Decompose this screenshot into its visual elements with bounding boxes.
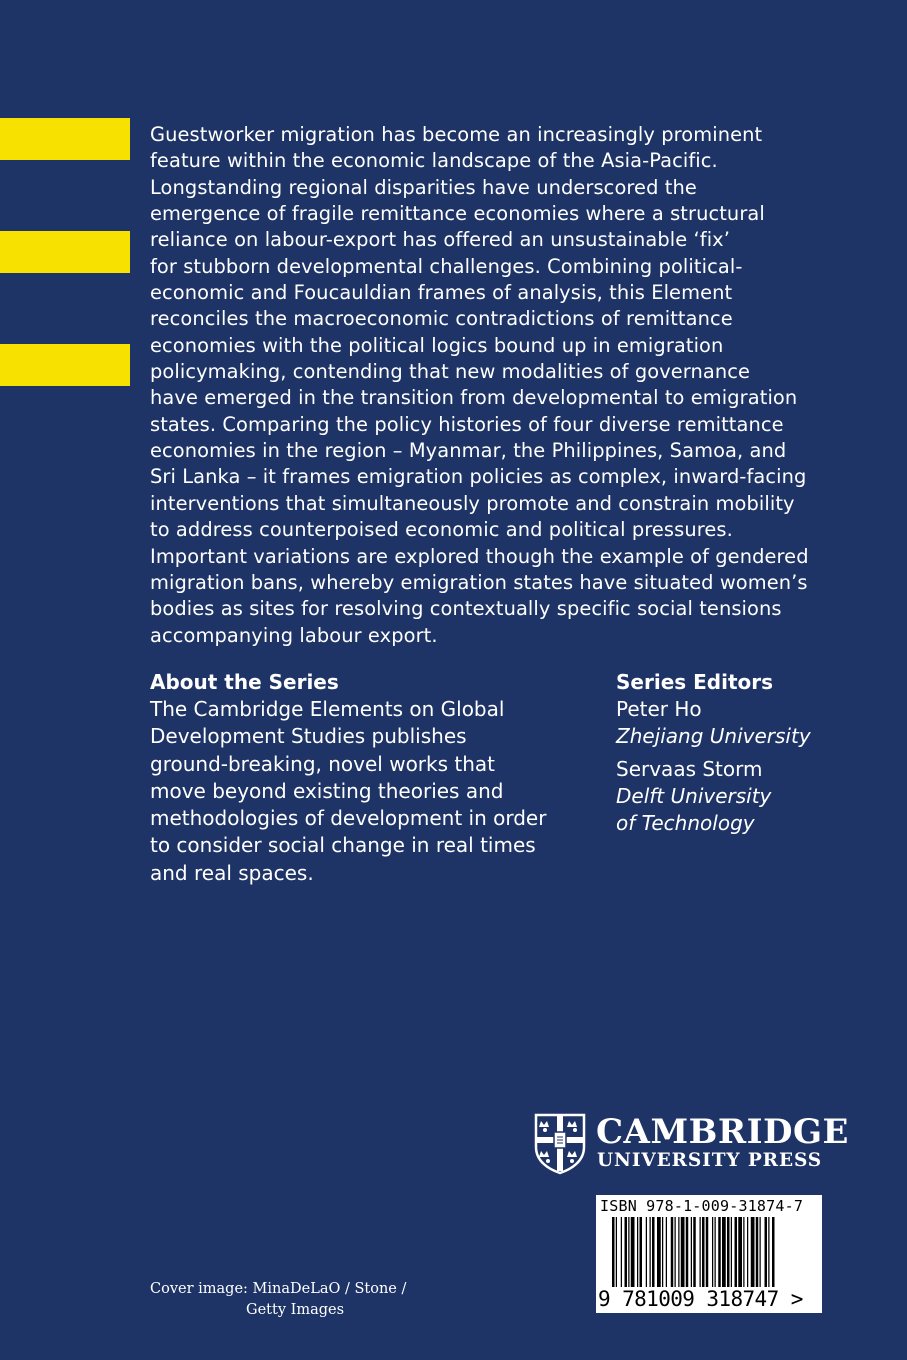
- affiliation-line: of Technology: [616, 811, 755, 835]
- blurb-line: interventions that simultaneously promote and constrain mobility: [150, 491, 795, 515]
- barcode-bar: [650, 1217, 651, 1287]
- editor-name: Peter Ho: [616, 697, 702, 721]
- barcode-bar: [700, 1217, 701, 1287]
- about-heading: About the Series: [150, 670, 339, 694]
- blurb-line: reconciles the macroeconomic contradictions of remittance: [150, 307, 733, 331]
- blurb-line: economic and Foucauldian frames of analysis, this Element: [150, 281, 733, 305]
- barcode-bar: [715, 1217, 716, 1287]
- blurb-line: to address counterpoised economic and political pressures.: [150, 518, 733, 542]
- isbn-label: ISBN 978-1-009-31874-7: [600, 1197, 804, 1215]
- barcode-bar: [718, 1217, 721, 1287]
- about-text: [150, 696, 590, 887]
- blurb-line: Sri Lanka – it frames emigration policies as complex, inward-facing: [150, 465, 807, 489]
- barcode-bar: [628, 1217, 629, 1287]
- barcode-bar: [751, 1217, 755, 1287]
- series-editors: [616, 669, 876, 837]
- editor-entry: [616, 696, 876, 750]
- barcode-bar: [765, 1217, 768, 1287]
- blurb-line: states. Comparing the policy histories of four diverse remittance: [150, 412, 784, 436]
- barcode-bar: [772, 1217, 775, 1287]
- affiliation-line: Delft University: [616, 784, 772, 808]
- yellow-accent-bar-1: [0, 118, 130, 160]
- credit-line: Cover image: MinaDeLaO / Stone /: [150, 1281, 407, 1297]
- barcode-bar: [756, 1217, 759, 1287]
- barcode-bar: [686, 1217, 689, 1287]
- logo-wordmark-cambridge: CAMBRIDGE: [596, 1112, 849, 1152]
- about-line: Development Studies publishes: [150, 724, 467, 749]
- blurb-line: reliance on labour-export has offered an unsustainable ‘fix’: [150, 228, 731, 252]
- barcode-bar: [738, 1217, 742, 1287]
- editor-affiliation: [616, 783, 876, 837]
- barcode-bar: [691, 1217, 692, 1287]
- barcode-bar: [681, 1217, 685, 1287]
- barcode-bar: [712, 1217, 713, 1287]
- barcode-bar: [731, 1217, 732, 1287]
- editor-name: Servaas Storm: [616, 757, 763, 781]
- barcode-bar: [727, 1217, 730, 1287]
- blurb-line: accompanying labour export.: [150, 623, 438, 647]
- barcode-bar: [768, 1217, 769, 1287]
- barcode-bar: [678, 1217, 679, 1287]
- blurb-line: Longstanding regional disparities have underscored the: [150, 175, 697, 199]
- blurb-line: bodies as sites for resolving contextually specific social tensions: [150, 597, 782, 621]
- barcode-bar: [675, 1217, 676, 1287]
- yellow-accent-bar-3: [0, 344, 130, 386]
- barcode-bar: [706, 1217, 709, 1287]
- book-blurb: [150, 122, 840, 649]
- about-line: The Cambridge Elements on Global: [150, 697, 505, 721]
- barcode-bar: [702, 1217, 705, 1287]
- editors-heading: Series Editors: [616, 670, 774, 694]
- yellow-accent-bar-2: [0, 231, 130, 273]
- blurb-line: Important variations are explored though the example of gendered: [150, 544, 809, 568]
- barcode-digits: 9 781009 318747 >: [598, 1287, 803, 1311]
- barcode-bar: [666, 1217, 667, 1287]
- barcode-bar: [612, 1217, 615, 1287]
- blurb-line: economies with the political logics bound up in emigration: [150, 333, 724, 357]
- blurb-line: have emerged in the transition from developmental to emigration: [150, 386, 798, 410]
- logo-wordmark-university-press: UNIVERSITY PRESS: [597, 1150, 823, 1171]
- about-the-series: [150, 669, 590, 887]
- barcode-bar: [621, 1217, 622, 1287]
- blurb-line: economies in the region – Myanmar, the Philippines, Samoa, and: [150, 439, 787, 463]
- barcode-bar: [640, 1217, 643, 1287]
- barcode-bar: [743, 1217, 744, 1287]
- blurb-line: policymaking, contending that new modalities of governance: [150, 360, 751, 384]
- about-line: move beyond existing theories and: [150, 778, 504, 803]
- about-line: ground-breaking, novel works that: [150, 751, 495, 776]
- editor-affiliation: [616, 723, 876, 750]
- blurb-line: emergence of fragile remittance economies where a structural: [150, 202, 765, 226]
- blurb-line: feature within the economic landscape of the Asia-Pacific.: [150, 149, 718, 173]
- cambridge-university-press-logo: [534, 1112, 849, 1178]
- blurb-line: migration bans, whereby emigration states have situated women’s: [150, 570, 808, 594]
- affiliation-line: Zhejiang University: [616, 724, 811, 748]
- barcode-bar: [637, 1217, 638, 1287]
- barcode-bar: [616, 1217, 617, 1287]
- barcode-bar: [662, 1217, 663, 1287]
- barcode-bar: [652, 1217, 655, 1287]
- blurb-line: for stubborn developmental challenges. Combining political-: [150, 254, 743, 278]
- editor-entry: [616, 756, 876, 837]
- barcode-bar: [760, 1217, 761, 1287]
- about-line: to consider social change in real times: [150, 833, 536, 858]
- barcode-bar: [631, 1217, 635, 1287]
- barcode-bar: [747, 1217, 748, 1287]
- barcode-bar: [693, 1217, 696, 1287]
- barcode-bar: [657, 1217, 661, 1287]
- about-line: methodologies of development in order: [150, 806, 547, 831]
- isbn-barcode: [596, 1195, 822, 1313]
- barcode-bar: [722, 1217, 726, 1287]
- cover-image-credit: [150, 1279, 450, 1321]
- barcode-bar: [646, 1217, 647, 1287]
- barcode-bar: [671, 1217, 674, 1287]
- barcode-bar: [625, 1217, 628, 1287]
- about-line: and real spaces.: [150, 860, 314, 885]
- barcode-bar: [735, 1217, 738, 1287]
- credit-line: Getty Images: [246, 1302, 345, 1318]
- university-shield-icon: [534, 1113, 586, 1175]
- blurb-line: Guestworker migration has become an increasingly prominent: [150, 123, 763, 146]
